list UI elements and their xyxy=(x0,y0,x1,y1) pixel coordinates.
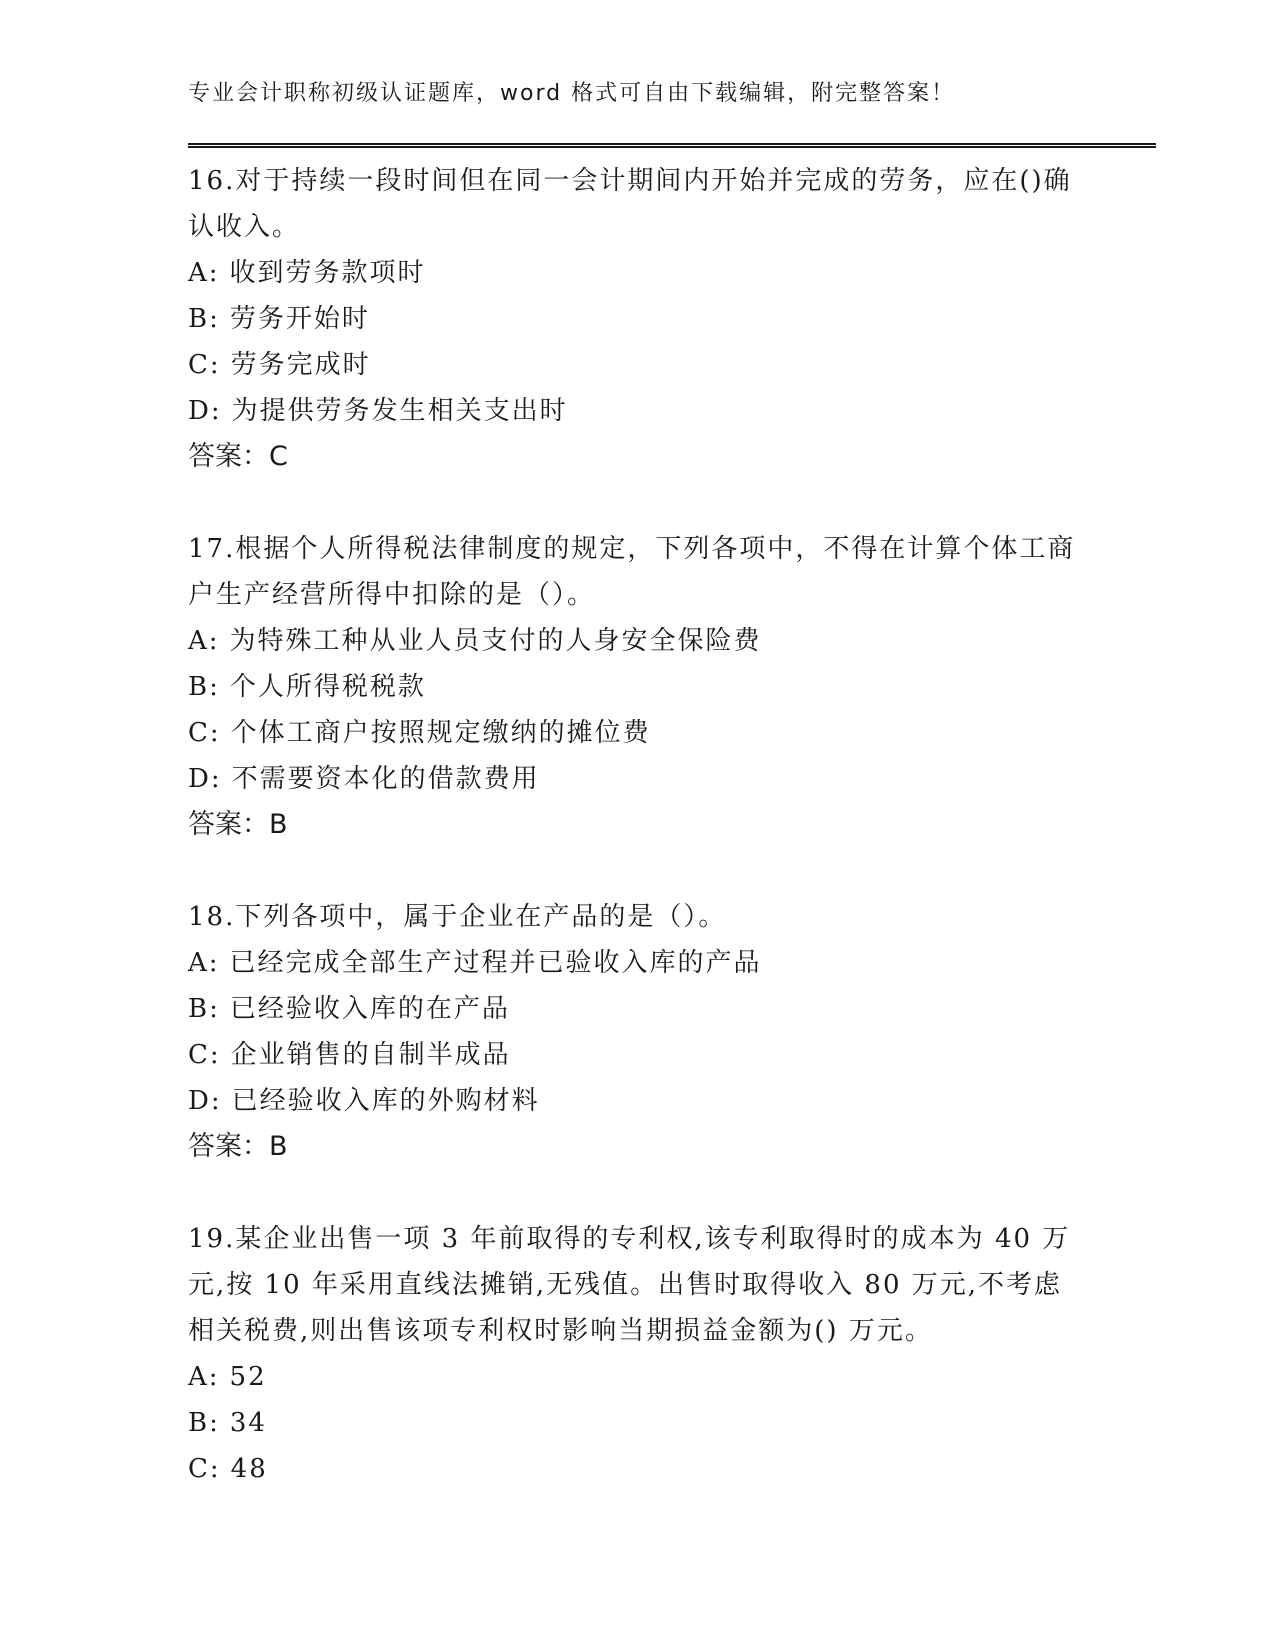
option-text: 34 xyxy=(229,1408,267,1438)
option-text: 48 xyxy=(230,1454,268,1484)
option-b xyxy=(188,664,1078,710)
question-stem: 16.对于持续一段时间但在同一会计期间内开始并完成的劳务，应在()确认收入。 xyxy=(188,166,1072,242)
option-d xyxy=(188,388,1078,434)
option-label: A: xyxy=(188,626,220,656)
option-text: 个体工商户按照规定缴纳的摊位费 xyxy=(230,718,651,748)
option-label: D: xyxy=(188,1086,222,1116)
option-a xyxy=(188,250,1078,296)
answer-line: 答案：B xyxy=(188,809,288,840)
question-18 xyxy=(188,894,1078,1170)
option-d xyxy=(188,756,1078,802)
option-text: 已经验收入库的外购材料 xyxy=(231,1086,540,1116)
option-text: 企业销售的自制半成品 xyxy=(230,1040,511,1070)
option-label: C: xyxy=(188,350,221,380)
option-c xyxy=(188,342,1078,388)
option-c xyxy=(188,1446,1078,1492)
option-label: B: xyxy=(188,994,220,1024)
option-label: C: xyxy=(188,1454,221,1484)
option-label: A: xyxy=(188,258,220,288)
question-stem: 18.下列各项中，属于企业在产品的是（）。 xyxy=(188,902,727,932)
option-a xyxy=(188,940,1078,986)
option-text: 已经完成全部生产过程并已验收入库的产品 xyxy=(229,948,762,978)
option-c xyxy=(188,710,1078,756)
option-text: 劳务完成时 xyxy=(230,350,371,380)
option-label: A: xyxy=(188,1362,220,1392)
question-16 xyxy=(188,158,1078,480)
header-divider xyxy=(188,143,1156,148)
option-b xyxy=(188,986,1078,1032)
option-label: D: xyxy=(188,764,222,794)
question-stem: 17.根据个人所得税法律制度的规定，下列各项中，不得在计算个体工商户生产经营所得中扣除的是（）。 xyxy=(188,534,1076,610)
question-19 xyxy=(188,1216,1078,1492)
page-header: 专业会计职称初级认证题库，word 格式可自由下载编辑，附完整答案！ xyxy=(188,81,956,106)
option-c xyxy=(188,1032,1078,1078)
option-a xyxy=(188,1354,1078,1400)
option-b xyxy=(188,1400,1078,1446)
option-label: B: xyxy=(188,1408,220,1438)
option-a xyxy=(188,618,1078,664)
question-stem: 19.某企业出售一项 3 年前取得的专利权,该专利取得时的成本为 40 万元,按 10 年采用直线法摊销,无残值。出售时取得收入 80 万元,不考虑相关税费,则出售该项专利权时影响当期损益金额为() 万元。 xyxy=(188,1224,1071,1346)
question-list xyxy=(188,158,1078,1538)
option-label: B: xyxy=(188,304,220,334)
option-text: 为提供劳务发生相关支出时 xyxy=(231,396,568,426)
option-label: C: xyxy=(188,1040,221,1070)
option-b xyxy=(188,296,1078,342)
option-text: 已经验收入库的在产品 xyxy=(229,994,510,1024)
option-text: 劳务开始时 xyxy=(229,304,370,334)
option-text: 不需要资本化的借款费用 xyxy=(231,764,540,794)
option-text: 为特殊工种从业人员支付的人身安全保险费 xyxy=(229,626,762,656)
option-label: B: xyxy=(188,672,220,702)
answer-line: 答案：B xyxy=(188,1131,288,1162)
option-label: C: xyxy=(188,718,221,748)
option-label: D: xyxy=(188,396,222,426)
option-text: 个人所得税税款 xyxy=(229,672,426,702)
option-text: 52 xyxy=(229,1362,267,1392)
option-text: 收到劳务款项时 xyxy=(229,258,426,288)
question-17 xyxy=(188,526,1078,848)
answer-line: 答案：C xyxy=(188,441,288,472)
option-label: A: xyxy=(188,948,220,978)
option-d xyxy=(188,1078,1078,1124)
